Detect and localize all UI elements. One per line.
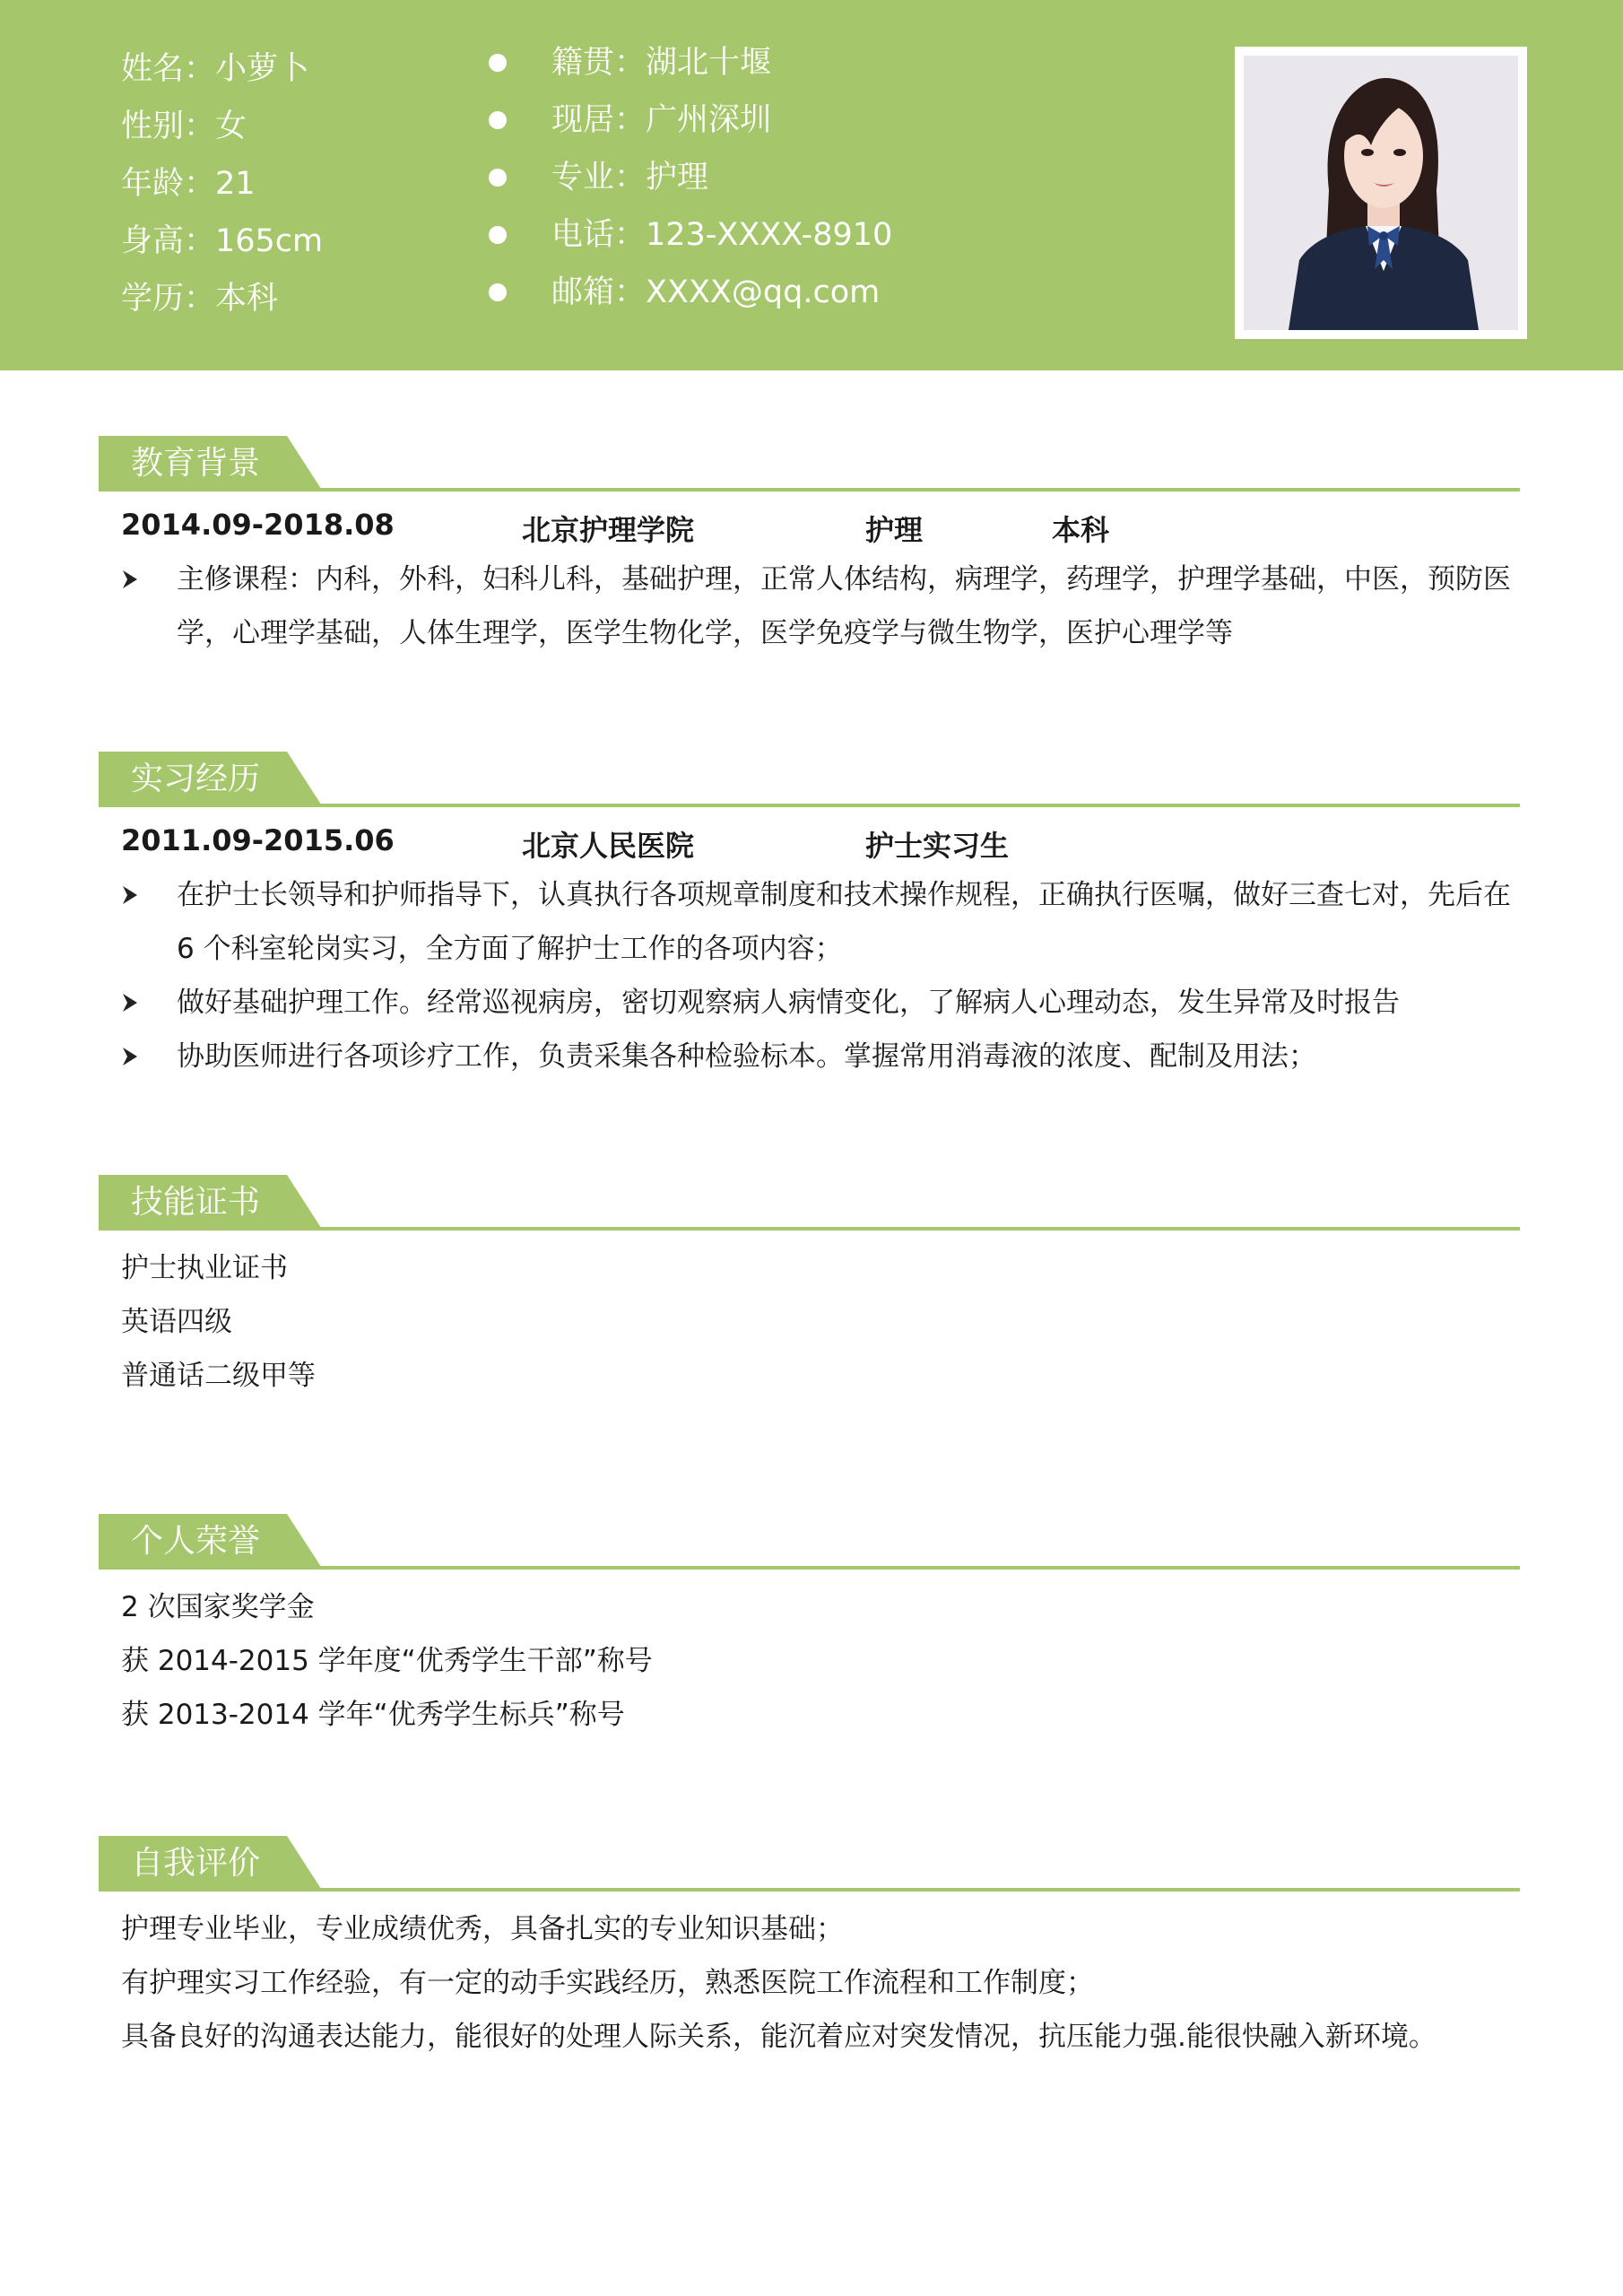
courses-text: 主修课程：内科，外科，妇科儿科，基础护理，正常人体结构，病理学，药理学，护理学基础，中医，预防医学，心理学基础，人体生理学，医学生物化学，医学免疫学与微生物学，医护心理学等 [177,563,1511,649]
arrow-bullet-icon [121,569,139,590]
list-item: 英语四级 [121,1306,232,1338]
list-item [0,1030,1623,1083]
dot-icon [489,226,507,244]
skills-section-title: 技能证书 [131,1184,261,1221]
residence-text: 现居：广州深圳 [551,102,772,138]
self-evaluation-section-title: 自我评价 [131,1845,261,1882]
internship-item-text: 在护士长领导和护师指导下，认真执行各项规章制度和技术操作规程，正确执行医嘱，做好三查七对，先后在 6 个科室轮岗实习，全方面了解护士工作的各项内容； [177,879,1511,965]
school-name: 北京护理学院 [522,513,695,547]
internship-item-text: 做好基础护理工作。经常巡视病房，密切观察病人病情变化，了解病人心理动态，发生异常及时报告 [177,987,1400,1019]
dot-icon [489,54,507,72]
education-entry-header [0,499,1623,552]
list-item: 护理专业毕业，专业成绩优秀，具备扎实的专业知识基础； [121,1913,844,1945]
honors-section [0,1514,1623,1742]
profile-photo-frame [1235,47,1527,339]
height-field: 身高：165cm [121,223,324,259]
name-field: 姓名：小萝卜 [121,51,310,87]
section-divider [99,804,1520,807]
education-section [0,436,1623,660]
self-evaluation-section-header [0,1836,1623,1892]
skills-section-header [0,1175,1623,1231]
section-divider [99,1566,1520,1570]
list-item: 获 2014-2015 学年度“优秀学生干部”称号 [121,1645,653,1677]
residence-field [489,91,892,149]
basic-info-list [121,40,323,327]
internship-period: 2011.09-2015.06 [121,823,395,857]
contact-info-list [489,34,892,321]
hometown-text: 籍贯：湖北十堰 [551,45,772,81]
hospital-name: 北京人民医院 [522,829,695,863]
list-item: 2 次国家奖学金 [121,1591,315,1623]
education-major: 护理 [865,513,924,547]
dot-icon [489,169,507,187]
education-period: 2014.09-2018.08 [121,508,395,542]
honors-list [0,1580,1623,1742]
gender-field: 性别：女 [121,109,247,144]
list-item [0,976,1623,1030]
honors-section-header [0,1514,1623,1570]
phone-field [489,206,892,264]
profile-header [0,0,1623,370]
internship-item-text: 协助医师进行各项诊疗工作，负责采集各种检验标本。掌握常用消毒液的浓度、配制及用法； [177,1040,1316,1073]
self-evaluation-list [0,1902,1623,2064]
list-item: 有护理实习工作经验，有一定的动手实践经历，熟悉医院工作流程和工作制度； [121,1967,1094,1999]
internship-section-title: 实习经历 [131,761,261,797]
list-item [0,552,1623,660]
age-field: 年龄：21 [121,166,256,202]
education-section-title: 教育背景 [131,445,261,482]
email-field [489,264,892,321]
arrow-bullet-icon [121,884,139,906]
self-evaluation-section [0,1836,1623,2064]
email-text: 邮箱：XXXX@qq.com [551,274,881,310]
phone-text: 电话：123-XXXX-8910 [551,217,893,253]
arrow-bullet-icon [121,1046,139,1067]
honors-section-title: 个人荣誉 [131,1523,261,1560]
major-field [489,149,892,206]
education-details [0,552,1623,660]
dot-icon [489,111,507,129]
profile-photo [1244,56,1518,330]
section-divider [99,1888,1520,1892]
education-degree: 本科 [1052,513,1110,547]
hometown-field [489,34,892,91]
internship-details [0,868,1623,1083]
list-item: 护士执业证书 [121,1252,288,1284]
list-item [0,868,1623,976]
list-item: 具备良好的沟通表达能力，能很好的处理人际关系，能沉着应对突发情况，抗压能力强.能很快融入新环境。 [121,2021,1436,2053]
skills-section [0,1175,1623,1403]
portrait-image [1244,56,1518,330]
section-divider [99,488,1520,491]
arrow-bullet-icon [121,992,139,1013]
internship-section [0,752,1623,1083]
list-item: 普通话二级甲等 [121,1360,316,1392]
internship-entry-header [0,814,1623,868]
dot-icon [489,283,507,301]
education-level-field: 学历：本科 [121,281,279,317]
section-divider [99,1227,1520,1231]
list-item: 获 2013-2014 学年“优秀学生标兵”称号 [121,1699,625,1731]
major-text: 专业：护理 [551,160,709,196]
education-section-header [0,436,1623,491]
skills-list [0,1241,1623,1403]
internship-role: 护士实习生 [865,829,1010,863]
internship-section-header [0,752,1623,807]
